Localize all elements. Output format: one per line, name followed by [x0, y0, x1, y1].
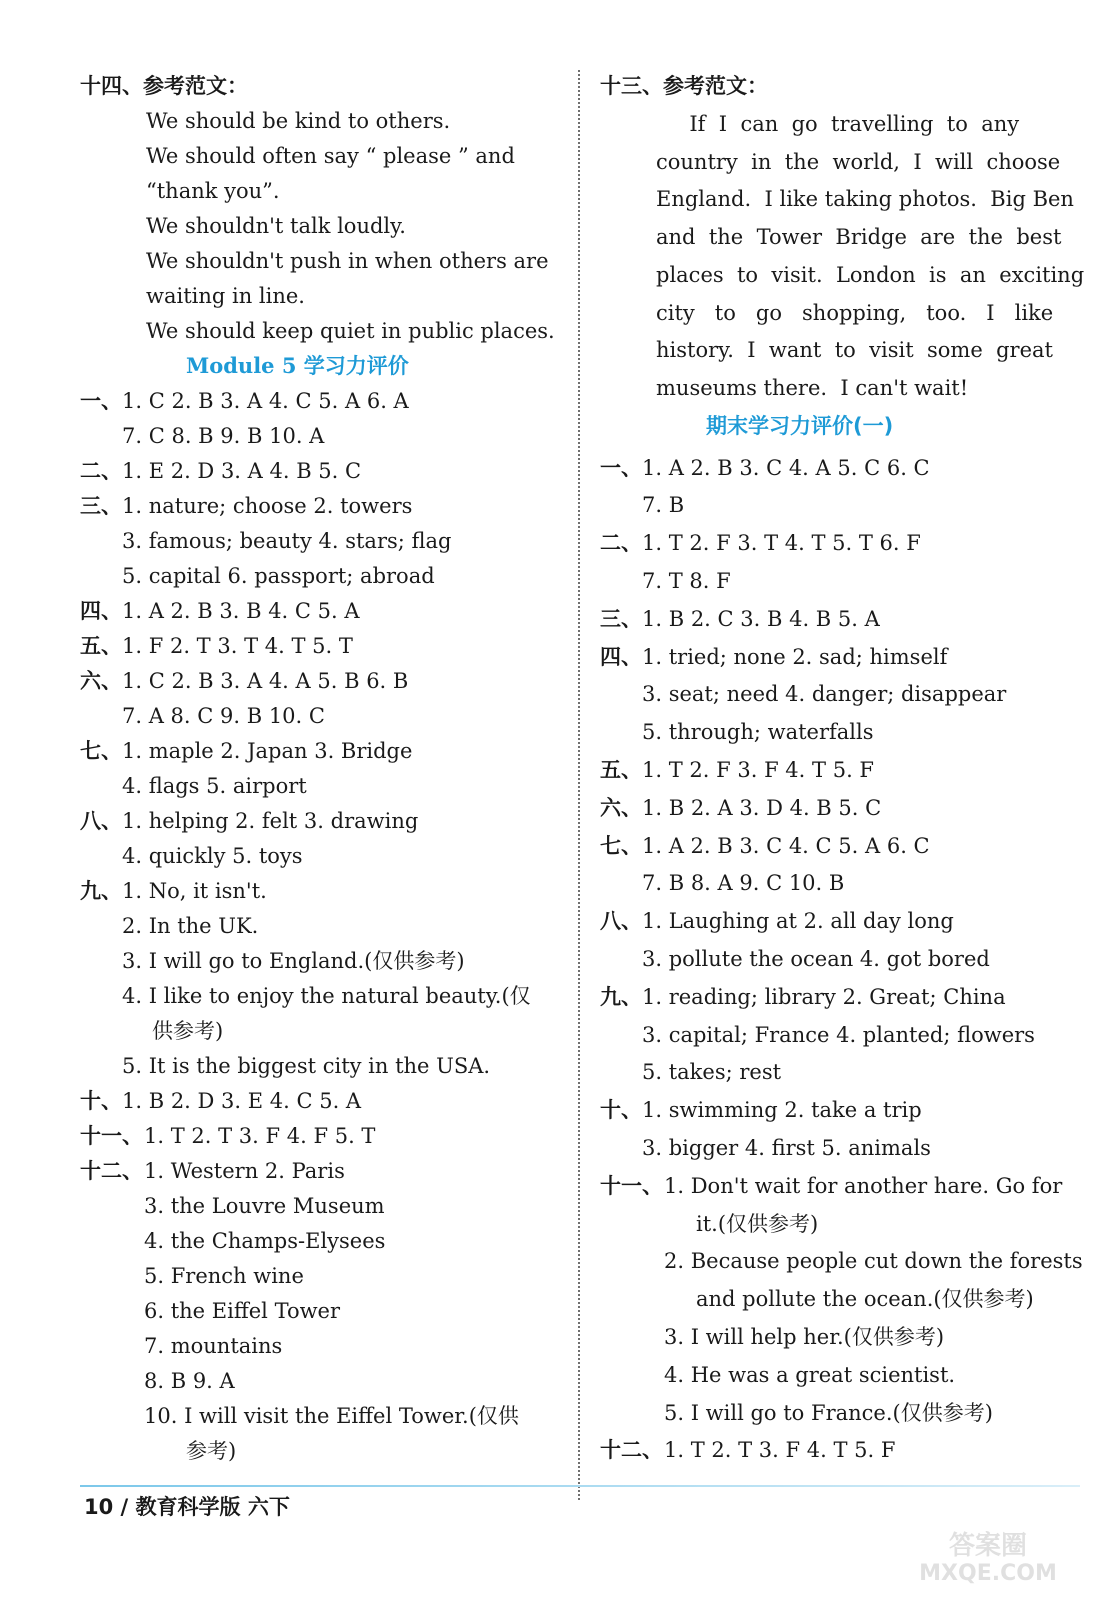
- page-number: 10: [84, 1495, 114, 1519]
- answer-text: 1. A 2. B 3. C 4. A 5. C 6. C: [642, 455, 930, 480]
- question-number: 九、: [600, 984, 642, 1009]
- essay-line: If I can go travelling to any: [656, 112, 1020, 136]
- answer-text: 1. Don't wait for another hare. Go for: [664, 1173, 1063, 1198]
- answer-text: 8. B 9. A: [144, 1369, 235, 1393]
- answer-text: 参考): [186, 1439, 237, 1463]
- answer-text: 1. B 2. D 3. E 4. C 5. A: [122, 1089, 362, 1113]
- answer-row: [80, 1085, 362, 1117]
- answer-row: [80, 455, 362, 487]
- answer-row: [80, 490, 413, 522]
- answer-text: 3. the Louvre Museum: [144, 1194, 385, 1218]
- answer-text: 1. T 2. F 3. T 4. T 5. T 6. F: [642, 531, 921, 556]
- question-number: 二、: [600, 531, 642, 556]
- answer-text: 1. E 2. D 3. A 4. B 5. C: [122, 459, 362, 483]
- column-divider: [578, 70, 580, 1500]
- question-number: 三、: [600, 606, 642, 631]
- answer-row: [600, 1170, 1063, 1202]
- essay-line: “thank you”.: [146, 179, 280, 203]
- question-number: 八、: [600, 909, 642, 934]
- answer-row: [80, 665, 409, 697]
- answer-text: 1. maple 2. Japan 3. Bridge: [122, 739, 413, 763]
- footer-rule: [80, 1485, 1080, 1487]
- question-number: 六、: [80, 669, 122, 693]
- answer-text: 3. I will go to England.(仅供参考): [122, 949, 465, 973]
- answer-text: 1. F 2. T 3. T 4. T 5. T: [122, 634, 353, 658]
- answer-text: 2. Because people cut down the forests: [664, 1249, 1083, 1274]
- module-5-title: [186, 350, 409, 382]
- question-number: 九、: [80, 879, 122, 903]
- answer-text: 4. quickly 5. toys: [122, 844, 303, 868]
- answer-row: [80, 875, 267, 907]
- answer-row: [600, 905, 954, 937]
- essay-line: England. I like taking photos. Big Ben: [656, 187, 1074, 212]
- answer-text: 4. flags 5. airport: [122, 774, 307, 798]
- answer-text: 1. No, it isn't.: [122, 879, 267, 903]
- essay-line: We shouldn't push in when others are: [146, 249, 549, 273]
- essay-line: museums there. I can't wait!: [656, 375, 969, 400]
- essay-line: We should often say “ please ” and: [146, 144, 515, 168]
- answer-text: 7. B 8. A 9. C 10. B: [642, 871, 845, 896]
- essay-line: waiting in line.: [146, 284, 305, 308]
- answer-text: 10. I will visit the Eiffel Tower.(仅供: [144, 1404, 519, 1428]
- essay-line: We shouldn't talk loudly.: [146, 214, 406, 238]
- answer-row: [600, 830, 930, 862]
- question-number: 十一、: [80, 1124, 143, 1148]
- essay-line: places to visit. London is an exciting: [656, 262, 1085, 287]
- answer-text: 4. the Champs-Elysees: [144, 1229, 386, 1253]
- answer-text: it.(仅供参考): [696, 1211, 819, 1236]
- answer-text: 3. bigger 4. first 5. animals: [642, 1136, 931, 1160]
- answer-row: [600, 641, 948, 673]
- answer-text: 7. mountains: [144, 1334, 283, 1358]
- question-number: 八、: [80, 809, 122, 833]
- answer-text: 6. the Eiffel Tower: [144, 1299, 341, 1323]
- answer-text: 7. B: [642, 493, 685, 518]
- essay-line: We should keep quiet in public places.: [146, 319, 555, 343]
- answer-text: 1. B 2. A 3. D 4. B 5. C: [642, 795, 882, 820]
- answer-text: and pollute the ocean.(仅供参考): [696, 1287, 1034, 1312]
- answer-text: 4. He was a great scientist.: [664, 1362, 956, 1387]
- answer-row: [80, 630, 353, 662]
- question-number: 七、: [600, 833, 642, 858]
- question-number: 五、: [600, 758, 642, 782]
- module-title-en: Module 5: [186, 353, 297, 378]
- spacer: [296, 354, 303, 378]
- watermark-logo: [888, 1528, 1088, 1588]
- answer-row: [80, 385, 409, 417]
- answer-text: 1. C 2. B 3. A 4. C 5. A 6. A: [122, 389, 409, 413]
- answer-text: 3. pollute the ocean 4. got bored: [642, 947, 990, 971]
- answer-row: [80, 1155, 345, 1187]
- answer-row: [600, 527, 921, 559]
- essay-line: city to go shopping, too. I like: [656, 300, 1054, 325]
- section-14-label: 十四、参考范文：: [80, 74, 248, 98]
- question-number: 二、: [80, 459, 122, 483]
- answer-text: 3. I will help her.(仅供参考): [664, 1325, 945, 1349]
- question-number: 十一、: [600, 1173, 663, 1198]
- question-number: 七、: [80, 739, 122, 763]
- answer-text: 1. nature; choose 2. towers: [122, 494, 413, 518]
- answer-text: 5. capital 6. passport; abroad: [122, 564, 435, 588]
- answer-text: 7. T 8. F: [642, 569, 731, 593]
- answer-row: [80, 1120, 376, 1152]
- page-footer: [84, 1492, 290, 1522]
- answer-row: [80, 735, 413, 767]
- answer-text: 7. A 8. C 9. B 10. C: [122, 704, 325, 728]
- question-number: 一、: [600, 455, 642, 480]
- question-number: 一、: [80, 389, 122, 413]
- essay-line: and the Tower Bridge are the best: [656, 225, 1062, 250]
- answer-row: [600, 603, 880, 635]
- question-number: 十、: [80, 1089, 122, 1113]
- answer-row: [600, 1094, 922, 1126]
- answer-text: 5. I will go to France.(仅供参考): [664, 1400, 993, 1425]
- svg-text:MXQE.COM: MXQE.COM: [919, 1561, 1057, 1586]
- answer-text: 5. through; waterfalls: [642, 720, 874, 745]
- answer-text: 3. famous; beauty 4. stars; flag: [122, 529, 452, 553]
- answer-text: 1. A 2. B 3. B 4. C 5. A: [122, 599, 360, 623]
- answer-text: 1. tried; none 2. sad; himself: [642, 644, 948, 669]
- answer-row: [600, 1434, 896, 1466]
- answer-text: 1. T 2. T 3. F 4. F 5. T: [144, 1124, 376, 1148]
- answer-text: 1. C 2. B 3. A 4. A 5. B 6. B: [122, 669, 409, 693]
- final-exam-title: 期末学习力评价(一): [706, 413, 894, 438]
- book-info: / 教育科学版 六下: [120, 1495, 290, 1519]
- answer-text: 1. T 2. T 3. F 4. T 5. F: [664, 1438, 896, 1463]
- answer-text: 5. takes; rest: [642, 1060, 782, 1085]
- essay-line: history. I want to visit some great: [656, 338, 1053, 363]
- question-number: 五、: [80, 634, 122, 658]
- answer-text: 1. Laughing at 2. all day long: [642, 909, 954, 934]
- question-number: 三、: [80, 494, 122, 518]
- answer-text: 1. B 2. C 3. B 4. B 5. A: [642, 606, 880, 631]
- answer-row: [600, 452, 930, 484]
- essay-line: We should be kind to others.: [146, 109, 451, 133]
- answer-text: 1. helping 2. felt 3. drawing: [122, 809, 419, 833]
- answer-row: [600, 792, 882, 824]
- question-number: 四、: [600, 644, 642, 669]
- essay-line: country in the world, I will choose: [656, 149, 1061, 174]
- answer-text: 1. T 2. F 3. F 4. T 5. F: [642, 758, 874, 782]
- question-number: 四、: [80, 599, 122, 623]
- answer-text: 1. swimming 2. take a trip: [642, 1098, 922, 1123]
- question-number: 十、: [600, 1098, 642, 1123]
- answer-text: 3. capital; France 4. planted; flowers: [642, 1022, 1035, 1047]
- answer-row: [80, 595, 360, 627]
- answer-row: [80, 805, 419, 837]
- answer-text: 4. I like to enjoy the natural beauty.(仅: [122, 984, 531, 1008]
- answer-row: [600, 754, 874, 786]
- answer-text: 3. seat; need 4. danger; disappear: [642, 682, 1007, 707]
- answer-text: 5. French wine: [144, 1264, 304, 1288]
- answer-text: 7. C 8. B 9. B 10. A: [122, 424, 325, 448]
- answer-text: 1. A 2. B 3. C 4. C 5. A 6. C: [642, 833, 930, 858]
- svg-text:答案圈: 答案圈: [948, 1531, 1028, 1561]
- answer-text: 5. It is the biggest city in the USA.: [122, 1054, 491, 1078]
- answer-text: 1. reading; library 2. Great; China: [642, 984, 1006, 1009]
- answer-text: 2. In the UK.: [122, 914, 259, 938]
- answer-row: [600, 981, 1006, 1013]
- question-number: 十二、: [600, 1438, 663, 1463]
- section-13-label: 十三、参考范文：: [600, 74, 768, 98]
- answer-text: 供参考): [152, 1019, 224, 1043]
- question-number: 十二、: [80, 1159, 143, 1183]
- answer-text: 1. Western 2. Paris: [144, 1159, 345, 1183]
- module-title-cn: 学习力评价: [303, 354, 409, 378]
- question-number: 六、: [600, 795, 642, 820]
